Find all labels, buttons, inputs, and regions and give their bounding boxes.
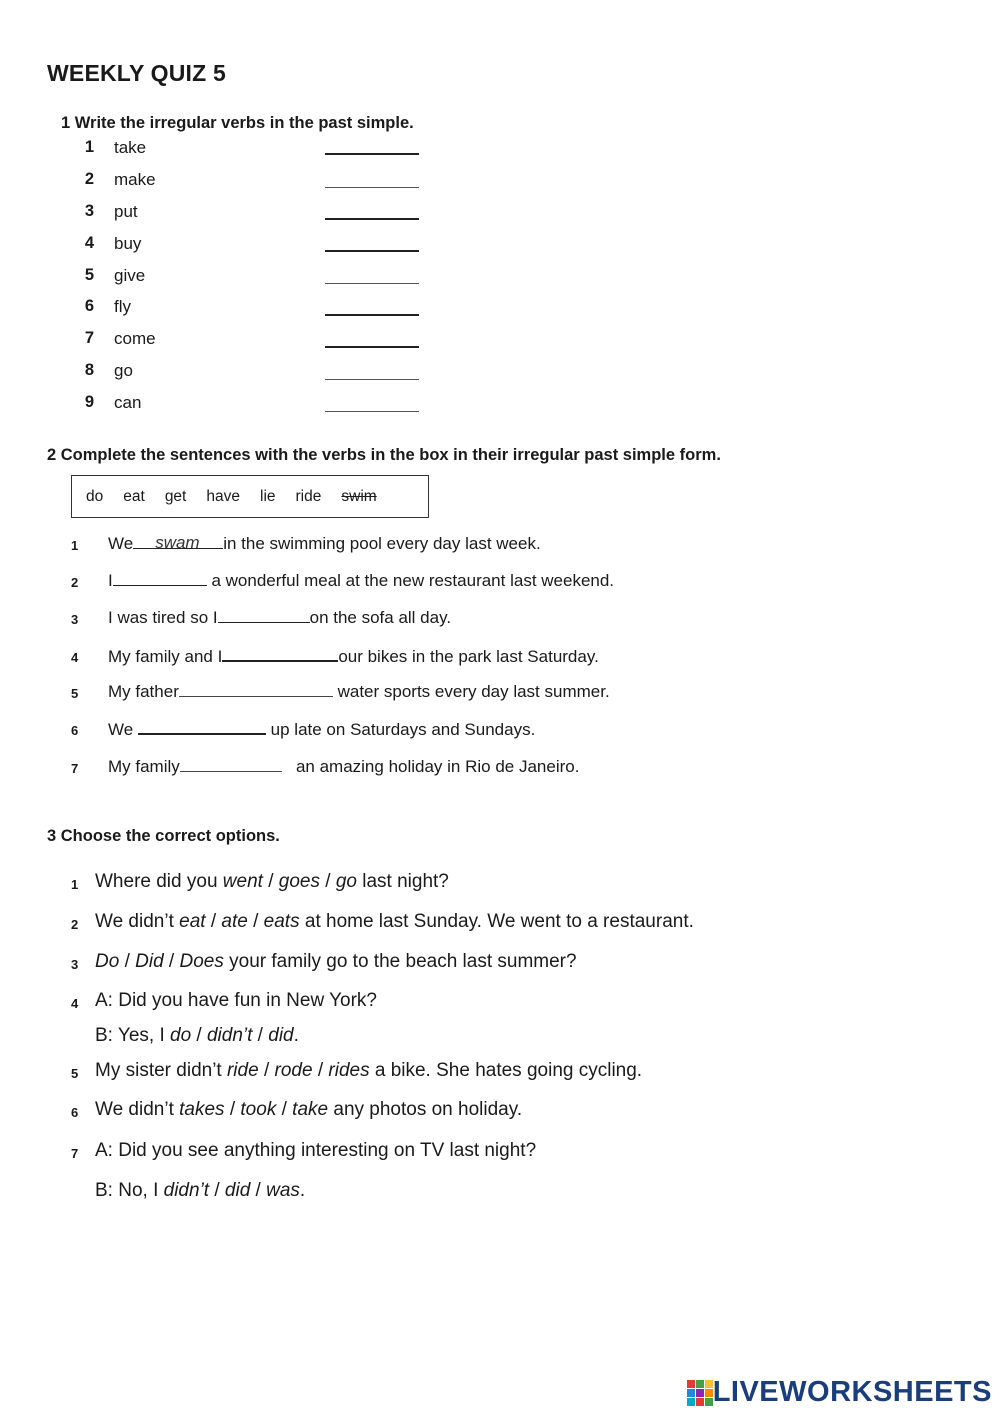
separator: / (258, 1060, 275, 1081)
separator: / (276, 1099, 293, 1120)
option[interactable]: Do (95, 951, 120, 972)
option[interactable]: Does (179, 951, 224, 972)
separator: / (250, 1180, 267, 1201)
question-text: at home last Sunday. We went to a restaurant. (299, 911, 694, 932)
question (95, 1025, 299, 1047)
sentence-before: My family and I (108, 647, 223, 666)
question-text: Where did you (95, 871, 223, 892)
example-answer-blank (133, 533, 223, 552)
question-text: any photos on holiday. (328, 1099, 523, 1120)
option[interactable]: eats (263, 911, 300, 932)
exercise1-instruction: 1 Write the irregular verbs in the past simple. (61, 114, 414, 132)
exercise3-instruction: 3 Choose the correct options. (47, 827, 280, 845)
exercise1-number: 5 (84, 266, 94, 284)
sentence (108, 719, 535, 740)
question-number: 5 (71, 1066, 79, 1081)
question (95, 911, 694, 933)
sentence-before: I (108, 571, 113, 590)
answer-blank[interactable] (325, 153, 419, 155)
exercise1-number: 2 (84, 170, 94, 188)
separator: / (319, 871, 336, 892)
question (95, 1180, 305, 1202)
liveworksheets-logo-icon (687, 1380, 713, 1406)
option[interactable]: rides (328, 1060, 370, 1081)
option[interactable]: rode (274, 1060, 313, 1081)
answer-blank[interactable] (325, 379, 419, 380)
sentence-after: on the sofa all day. (309, 608, 452, 627)
separator: / (262, 871, 279, 892)
word-box (71, 475, 429, 518)
question (95, 871, 449, 893)
sentence-before: My father (108, 682, 179, 701)
answer-blank[interactable] (180, 757, 282, 772)
exercise1-verb: fly (114, 297, 131, 316)
option[interactable]: didn’t (206, 1025, 253, 1046)
question-text: My sister didn’t (95, 1060, 227, 1081)
exercise1-verb: can (114, 393, 142, 412)
sentence (108, 534, 541, 554)
page-title: WEEKLY QUIZ 5 (47, 60, 226, 86)
option[interactable]: take (292, 1099, 329, 1120)
exercise1-verb: take (114, 138, 147, 157)
separator: / (252, 1025, 269, 1046)
sentence-before: My family (108, 757, 180, 776)
option[interactable]: didn’t (163, 1180, 210, 1201)
sentence-number: 3 (71, 612, 79, 627)
exercise1-number: 1 (84, 138, 94, 156)
option[interactable]: ate (221, 911, 248, 932)
question-number: 2 (71, 917, 79, 932)
option[interactable]: did (268, 1025, 294, 1046)
exercise1-verb: go (114, 361, 133, 380)
sentence (108, 646, 599, 667)
exercise1-number: 6 (84, 297, 94, 315)
option[interactable]: took (240, 1099, 277, 1120)
question-line-a: A: Did you have fun in New York? (95, 990, 378, 1011)
exercise1-verb: give (114, 266, 146, 285)
exercise2-instruction: 2 Complete the sentences with the verbs in the box in their irregular past simple form. (47, 446, 721, 464)
sentence-number: 4 (71, 650, 79, 665)
word-box-item: get (164, 487, 187, 505)
example-answer: swam (155, 533, 200, 552)
liveworksheets-logo[interactable] (687, 1376, 992, 1409)
sentence-number: 7 (71, 761, 79, 776)
separator: / (224, 1099, 241, 1120)
question-line-a: A: Did you see anything interesting on TV last night? (95, 1140, 537, 1161)
question-number: 1 (71, 877, 79, 892)
answer-blank[interactable] (218, 608, 310, 623)
answer-blank[interactable] (113, 571, 207, 586)
separator: / (312, 1060, 329, 1081)
word-box-item: have (206, 487, 240, 505)
exercise1-number: 4 (84, 234, 94, 252)
exercise1-verb: put (114, 202, 138, 221)
sentence-number: 1 (71, 538, 79, 553)
question-text: B: Yes, I (95, 1025, 170, 1046)
sentence-number: 5 (71, 686, 79, 701)
question-number: 7 (71, 1146, 79, 1161)
question-text: We didn’t (95, 1099, 180, 1120)
option[interactable]: ride (226, 1060, 259, 1081)
option[interactable]: takes (179, 1099, 225, 1120)
exercise1-verb: come (114, 329, 156, 348)
exercise1-verb: make (114, 170, 156, 189)
sentence-before: We (108, 534, 134, 553)
sentence-after: up late on Saturdays and Sundays. (270, 720, 536, 739)
option[interactable]: eat (179, 911, 206, 932)
answer-blank[interactable] (325, 250, 419, 252)
separator: / (119, 951, 136, 972)
answer-blank[interactable] (325, 283, 419, 284)
answer-blank[interactable] (325, 187, 419, 188)
exercise1-number: 3 (84, 202, 94, 220)
option[interactable]: goes (278, 871, 320, 892)
answer-blank[interactable] (325, 218, 419, 220)
sentence-after: water sports every day last summer. (337, 682, 610, 701)
sentence-after: in the swimming pool every day last week. (223, 534, 541, 553)
sentence (108, 757, 579, 777)
exercise1-number: 7 (84, 329, 94, 347)
question-text: B: No, I (95, 1180, 164, 1201)
question (95, 1099, 522, 1121)
sentence-before: I was tired so I (108, 608, 218, 627)
option[interactable]: go (335, 871, 357, 892)
option[interactable]: do (170, 1025, 192, 1046)
question-number: 6 (71, 1105, 79, 1120)
question-text: last night? (356, 871, 449, 892)
answer-blank[interactable] (325, 314, 419, 316)
question (95, 951, 577, 973)
word-box-item: do (86, 487, 104, 505)
word-box-item-used: swim (341, 487, 377, 505)
separator: / (205, 911, 222, 932)
separator: / (247, 911, 264, 932)
question-number: 4 (71, 996, 79, 1011)
question-text: . (293, 1025, 299, 1046)
sentence-after: our bikes in the park last Saturday. (338, 647, 599, 666)
sentence-number: 2 (71, 575, 79, 590)
question-text: We didn’t (95, 911, 180, 932)
word-box-item: ride (295, 487, 322, 505)
separator: / (163, 951, 180, 972)
separator: / (209, 1180, 225, 1201)
separator: / (191, 1025, 207, 1046)
logo-text: LIVEWORKSHEETS (712, 1376, 992, 1408)
sentence (108, 571, 614, 591)
option[interactable]: was (266, 1180, 300, 1201)
answer-blank[interactable] (325, 346, 419, 348)
question-text: your family go to the beach last summer? (223, 951, 577, 972)
exercise1-verb: buy (114, 234, 142, 253)
option[interactable]: did (224, 1180, 251, 1201)
word-box-item: eat (123, 487, 145, 505)
sentence-before: We (108, 720, 134, 739)
question-number: 3 (71, 957, 79, 972)
sentence (108, 608, 451, 628)
answer-blank[interactable] (222, 646, 338, 662)
exercise1-number: 9 (84, 393, 94, 411)
sentence-after: an amazing holiday in Rio de Janeiro. (295, 757, 580, 776)
answer-blank[interactable] (325, 411, 419, 412)
question-text: a bike. She hates going cycling. (369, 1060, 643, 1081)
question (95, 1060, 642, 1082)
sentence-after: a wonderful meal at the new restaurant last weekend. (211, 571, 615, 590)
question-text: . (299, 1180, 306, 1201)
sentence (108, 682, 610, 702)
exercise1-number: 8 (84, 361, 94, 379)
word-box-item: lie (260, 487, 276, 505)
option[interactable]: went (222, 871, 263, 892)
sentence-number: 6 (71, 723, 79, 738)
option[interactable]: Did (135, 951, 164, 972)
answer-blank[interactable] (179, 682, 333, 697)
answer-blank[interactable] (138, 719, 266, 735)
